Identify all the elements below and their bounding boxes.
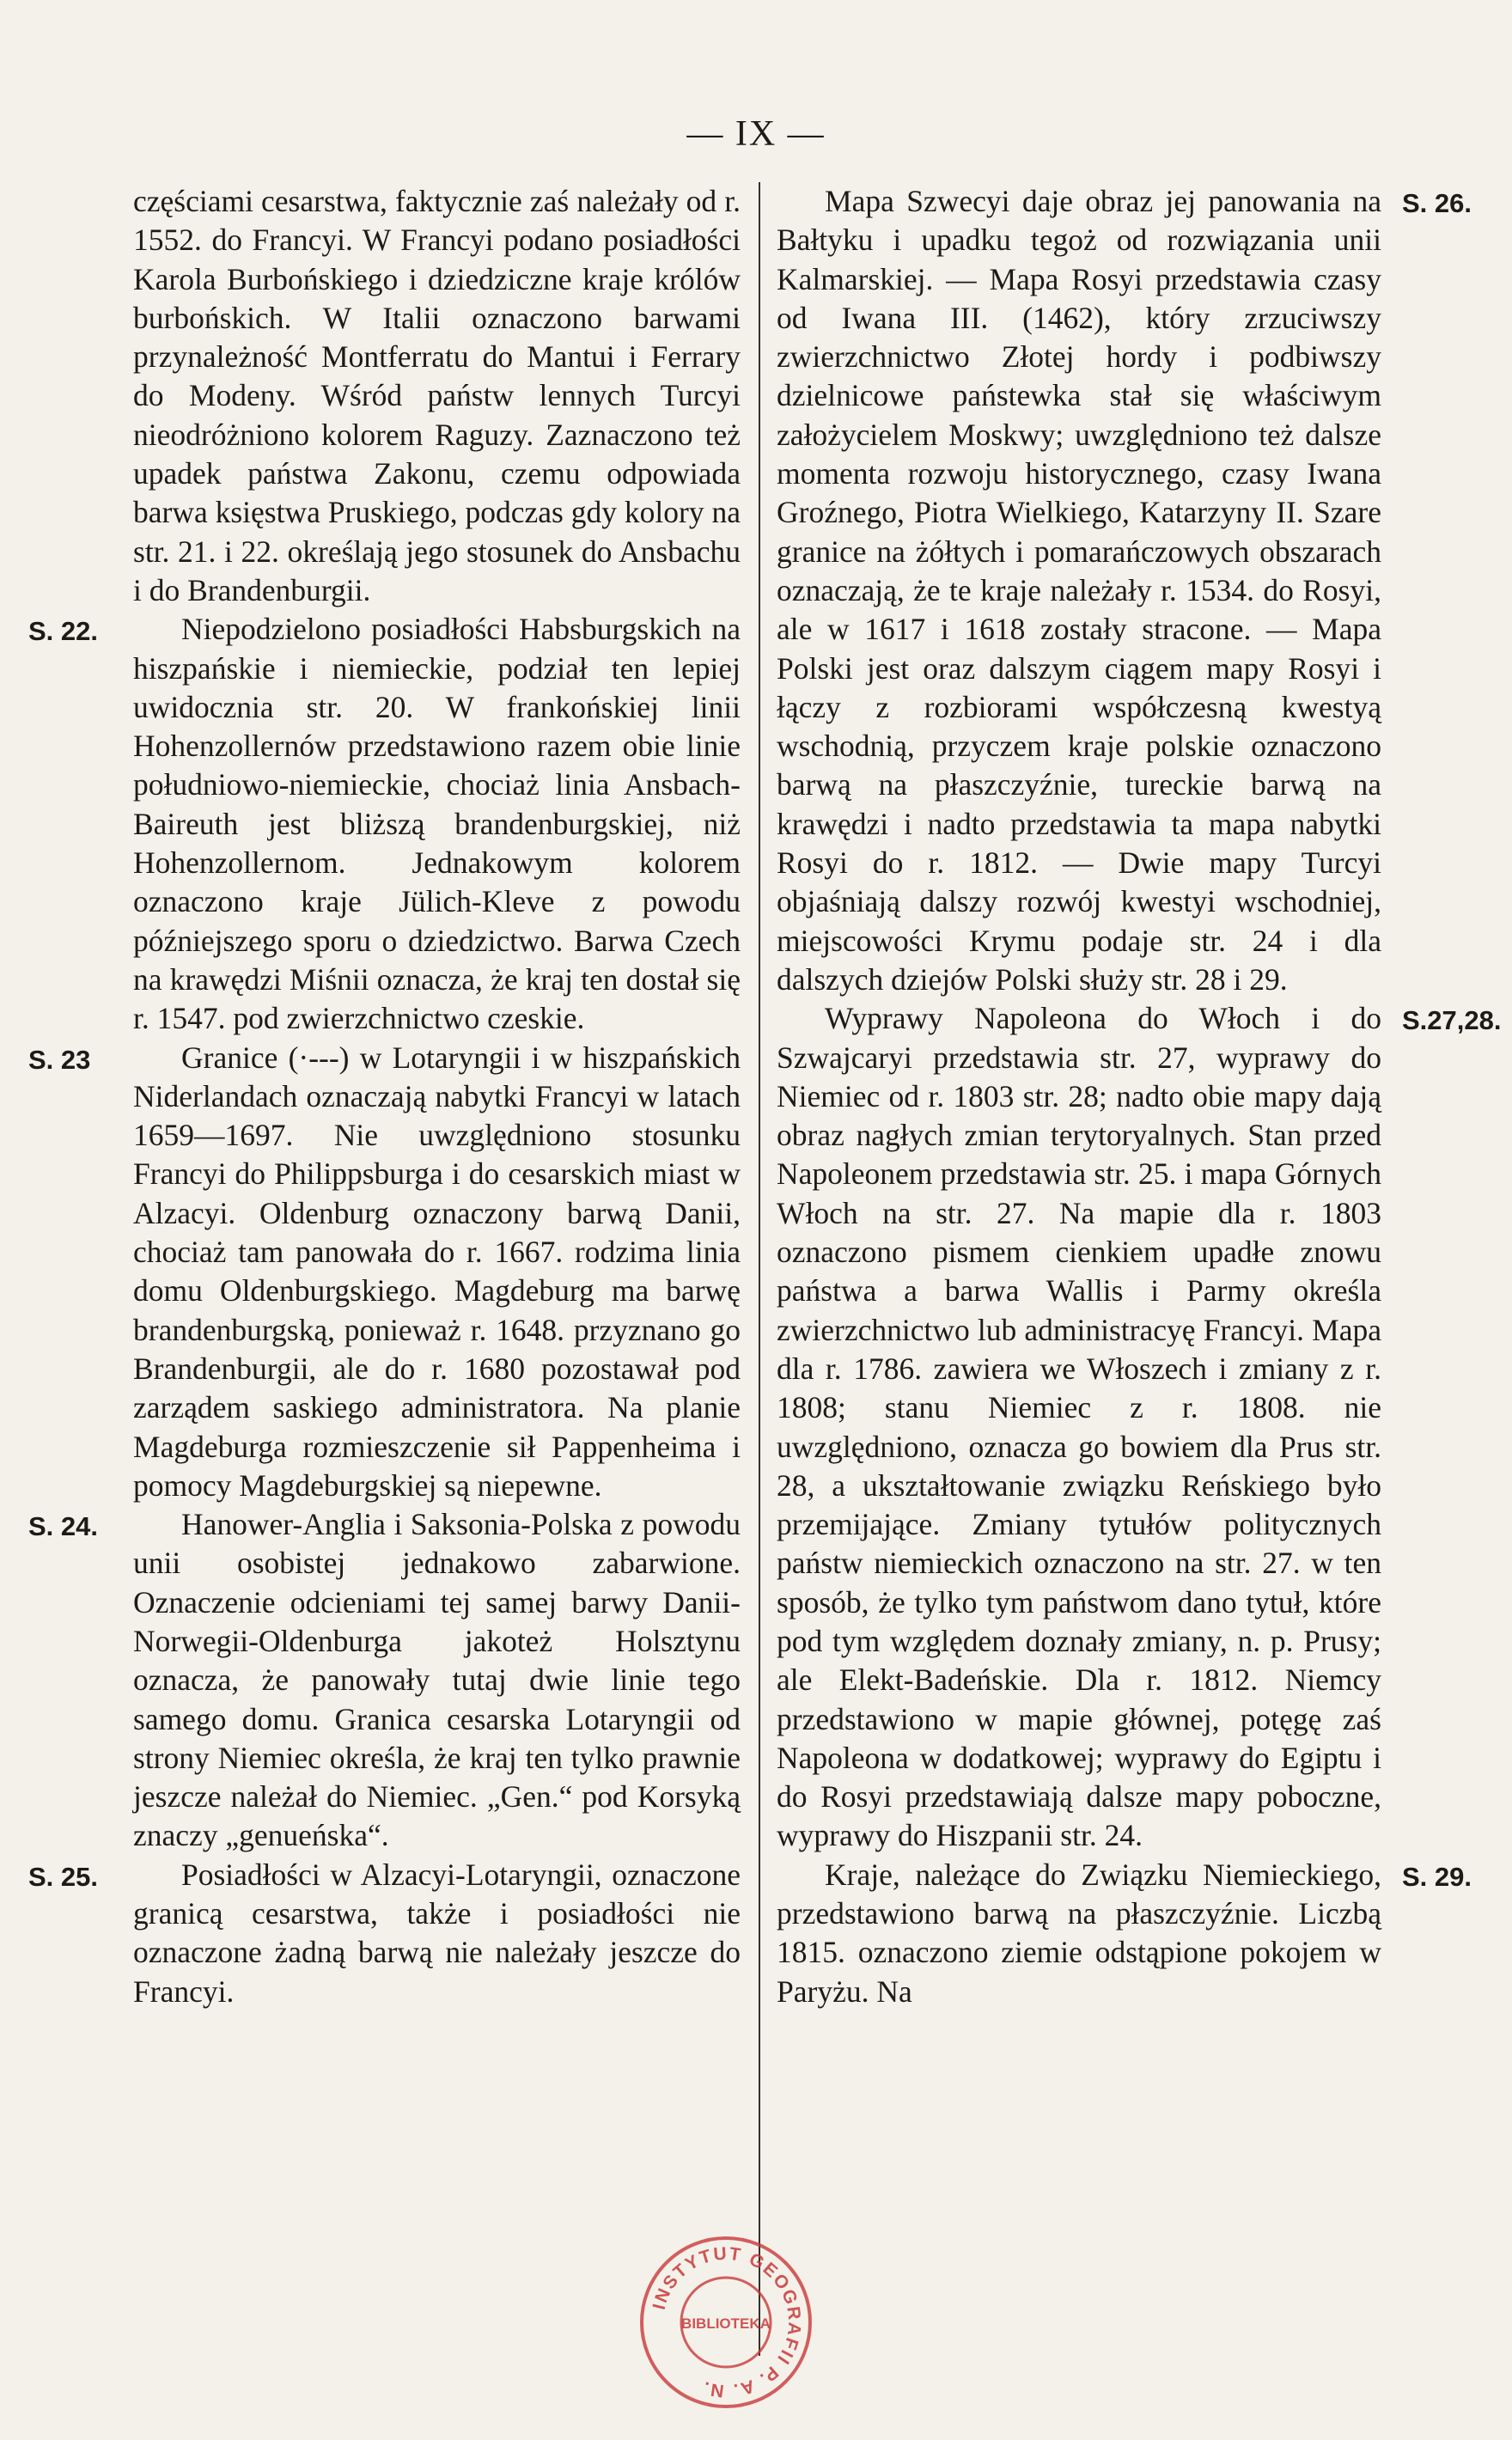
paragraph-text: Kraje, należące do Związku Niemieckiego, przedstawiono barwą na płaszczyźnie. Liczbą 1815. oznaczono ziemie odstąpione pokojem w Paryżu. Na bbox=[777, 1857, 1381, 2009]
paragraph-text: Wyprawy Napoleona do Włoch i do Szwajcaryi przedstawia str. 27, wyprawy do Niemiec od r. 1803 str. 28; nadto obie mapy dają obraz nagłych zmian terytoryalnych. Stan przed Napoleonem przedstawia str. 25. i mapa Górnych Włoch na str. 27. Na mapie dla r. 1803 oznaczono pismem cienkiem upadłe znowu państwa a barwa Wallis i Parmy określa zwierzchnictwo lub administracyę Francyi. Mapa dla r. 1786. zawiera we Włoszech i zmiany z r. 1808; stanu Niemiec z r. 1808. nie uwzględniono, oznacza go bowiem dla Prus str. 28, a ukształtowanie związku Reńskiego było przemijające. Zmiany tytułów politycznych państw niemieckich oznaczono na str. 27. w ten sposób, że tylko tym państwom dano tytuł, które pod tym względem doznały zmiany, n. p. Prusy; ale Elekt-Badeńskie. Dla r. 1812. Niemcy przedstawiono w mapie głównej, potęgę zaś Napoleona w dodatkowej; wyprawy do Egiptu i do Rosyi przedstawiają dalsze mapy poboczne, wyprawy do Hiszpanii str. 24. bbox=[777, 1001, 1381, 1853]
section-ref-label: S. 26. bbox=[1402, 188, 1472, 218]
left-section-s24 bbox=[28, 1505, 741, 1856]
left-column bbox=[28, 182, 741, 2011]
section-ref-label: S. 24. bbox=[28, 1511, 98, 1542]
section-ref-label: S. 22. bbox=[28, 616, 98, 647]
paragraph-text: Granice (·---) w Lotaryngii i w hiszpańskich Niderlandach oznaczają nabytki Francyi w latach 1659—1697. Nie uwzględniono stosunku Francyi do Philippsburga i do cesarskich miast w Alzacyi. Oldenburg oznaczony barwą Danii, chociaż tam panowała do r. 1667. rodzima linia domu Oldenburgskiego. Magdeburg ma barwę brandenburgską, ponieważ r. 1648. przyznano go Brandenburgii, ale do r. 1680 pozostawał pod zarządem saskiego administratora. Na planie Magdeburga rozmieszczenie sił Pappenheima i pomocy Magdeburgskiej są niepewne. bbox=[133, 1040, 741, 1503]
page-number: — IX — bbox=[686, 114, 826, 154]
section-ref-label: S. 25. bbox=[28, 1861, 98, 1892]
right-column bbox=[777, 182, 1502, 2011]
stamp-outer-text: INSTYTUT GEOGRAFII P. A. N. bbox=[649, 2243, 805, 2401]
section-ref-label: S.27,28. bbox=[1402, 1005, 1502, 1036]
left-section-s25 bbox=[28, 1856, 741, 2011]
right-section-s27-28 bbox=[777, 999, 1502, 1856]
paragraph-text: częściami cesarstwa, faktycznie zaś należały od r. 1552. do Francyi. W Francyi podano posiadłości Karola Burbońskiego i dziedziczne kraje królów burbońskich. W Italii oznaczono barwami przynależność Montferratu do Mantui i Ferrary do Modeny. Wśród państw lennych Turcyi nieodróżniono kolorem Raguzy. Zaznaczono też upadek państwa Zakonu, czemu odpowiada barwa księstwa Pruskiego, podczas gdy kolory na str. 21. i 22. określają jego stosunek do Ansbachu i do Brandenburgii. bbox=[133, 184, 741, 607]
section-ref-label: S. 29. bbox=[1402, 1861, 1472, 1892]
left-section-s23 bbox=[28, 1039, 741, 1506]
left-section-1 bbox=[133, 182, 741, 610]
paragraph-text: Hanower-Anglia i Saksonia-Polska z powodu unii osobistej jednakowo zabarwione. Oznaczenie odcieniami tej samej barwy Danii-Norwegii-Oldenburga jakoteż Holsztynu oznacza, że panowały tutaj dwie linie tego samego domu. Granica cesarska Lotaryngii od strony Niemiec określa, że kraj ten tylko prawnie jeszcze należał do Niemiec. „Gen.“ pod Korsyką znaczy „genueńska“. bbox=[133, 1507, 741, 1853]
library-stamp bbox=[634, 2230, 818, 2414]
section-ref-label: S. 23 bbox=[28, 1044, 91, 1075]
paragraph-text: Niepodzielono posiadłości Habsburgskich na hiszpańskie i niemieckie, podział ten lepiej uwidoczniа str. 20. W frankońskiej linii Hohenzollernów przedstawiono razem obie linie południowo-niemieckie, chociaż linia Ansbach-Baireuth jest bliższą brandenburgskiej, niż Hohenzollernom. Jednakowym kolorem oznaczono kraje Jülich-Kleve z powodu późniejszego sporu o dziedzictwo. Barwa Czech na krawędzi Miśnii oznacza, że kraj ten dostał się r. 1547. pod zwierzchnictwo czeskie. bbox=[133, 612, 741, 1036]
paragraph-text: Posiadłości w Alzacyi-Lotaryngii, oznaczone granicą cesarstwa, także i posiadłości nie oznaczone żadną barwą nie należały jeszcze do Francyi. bbox=[133, 1857, 741, 2009]
column-divider bbox=[759, 182, 760, 2356]
paragraph-text: Mapa Szwecyi daje obraz jej panowania na Bałtyku i upadku tegoż od rozwiązania unii Kalmarskiej. — Mapa Rosyi przedstawia czasy od Iwana III. (1462), który zrzuciwszy zwierzchnictwo Złotej hordy i podbiwszy dzielnicowe państewka stał się właściwym założycielem Moskwy; uwzględniono też dalsze momenta rozwoju historycznego, czasy Iwana Groźnego, Piotra Wielkiego, Katarzyny II. Szare granice na żółtych i pomarańczowych obszarach oznaczają, że te kraje należały r. 1534. do Rosyi, ale w 1617 i 1618 zostały stracone. — Mapa Polski jest oraz dalszym ciągem mapy Rosyi i łączy z rozbiorami współczesną kwestyą wschodnią, przyczem kraje polskie oznaczono barwą na płaszczyźnie, tureckie barwą na krawędzi i nadto przedstawia ta mapa nabytki Rosyi do r. 1812. — Dwie mapy Turcyi objaśniają dalszy rozwój kwestyi wschodniej, miejscowości Krymu podaje str. 24 i dla dalszych dziejów Polski służy str. 28 i 29. bbox=[777, 184, 1381, 997]
right-section-s26 bbox=[777, 182, 1472, 999]
stamp-inner-text: BIBLIOTEKA bbox=[681, 2315, 771, 2332]
left-section-s22 bbox=[28, 610, 741, 1038]
right-section-s29 bbox=[777, 1856, 1472, 2011]
